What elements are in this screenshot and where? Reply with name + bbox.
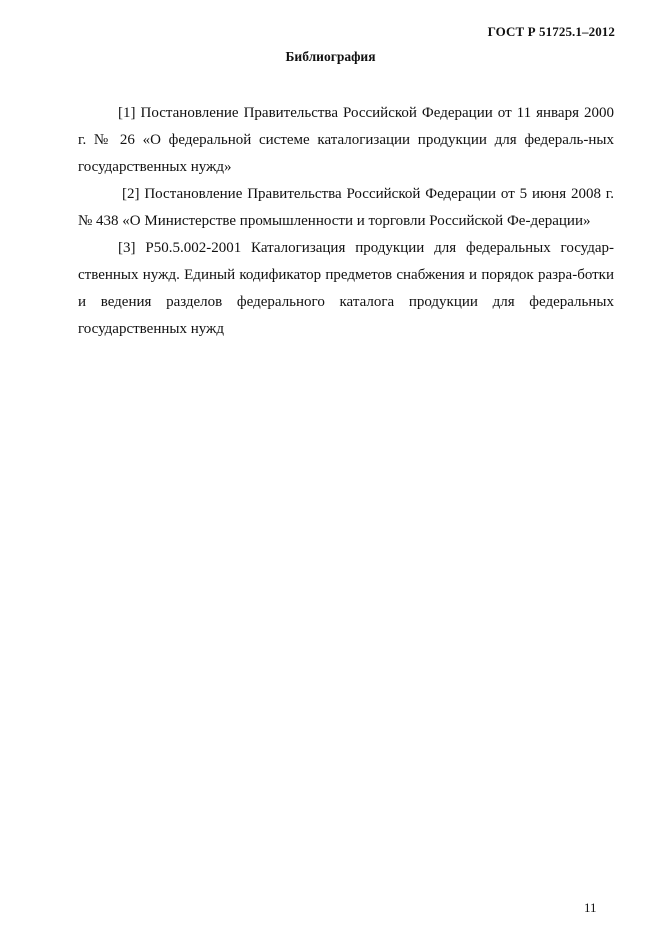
bibliography-entry-number: [3]	[118, 240, 136, 256]
bibliography-entry-text: Постановление Правительства Российской Федерации от 5 июня 2008 г. № 438 «О Министерстве промышленности и торговли Российской Фе-дерации»	[78, 186, 614, 229]
document-header: ГОСТ Р 51725.1–2012	[487, 24, 615, 39]
bibliography-entry-2	[78, 181, 614, 235]
bibliography-entry-1	[78, 100, 614, 181]
bibliography-list	[78, 100, 614, 343]
bibliography-entry-text: Постановление Правительства Российской Федерации от 11 января 2000 г. № 26 «О федеральной системе каталогизации продукции для федераль-ных государственных нужд»	[78, 105, 615, 175]
bibliography-entry-number: [1]	[118, 105, 136, 121]
bibliography-title: Библиография	[285, 49, 376, 64]
bibliography-entry-number: [2]	[122, 186, 140, 202]
bibliography-entry-3	[78, 235, 614, 343]
page-number: 11	[584, 900, 597, 915]
bibliography-entry-text: Р50.5.002-2001 Каталогизация продукции для федеральных государ-ственных нужд. Единый кодификатор предметов снабжения и порядок разра-ботки и ведения разделов федерального каталога продукции для федеральных государственных нужд	[78, 240, 615, 337]
